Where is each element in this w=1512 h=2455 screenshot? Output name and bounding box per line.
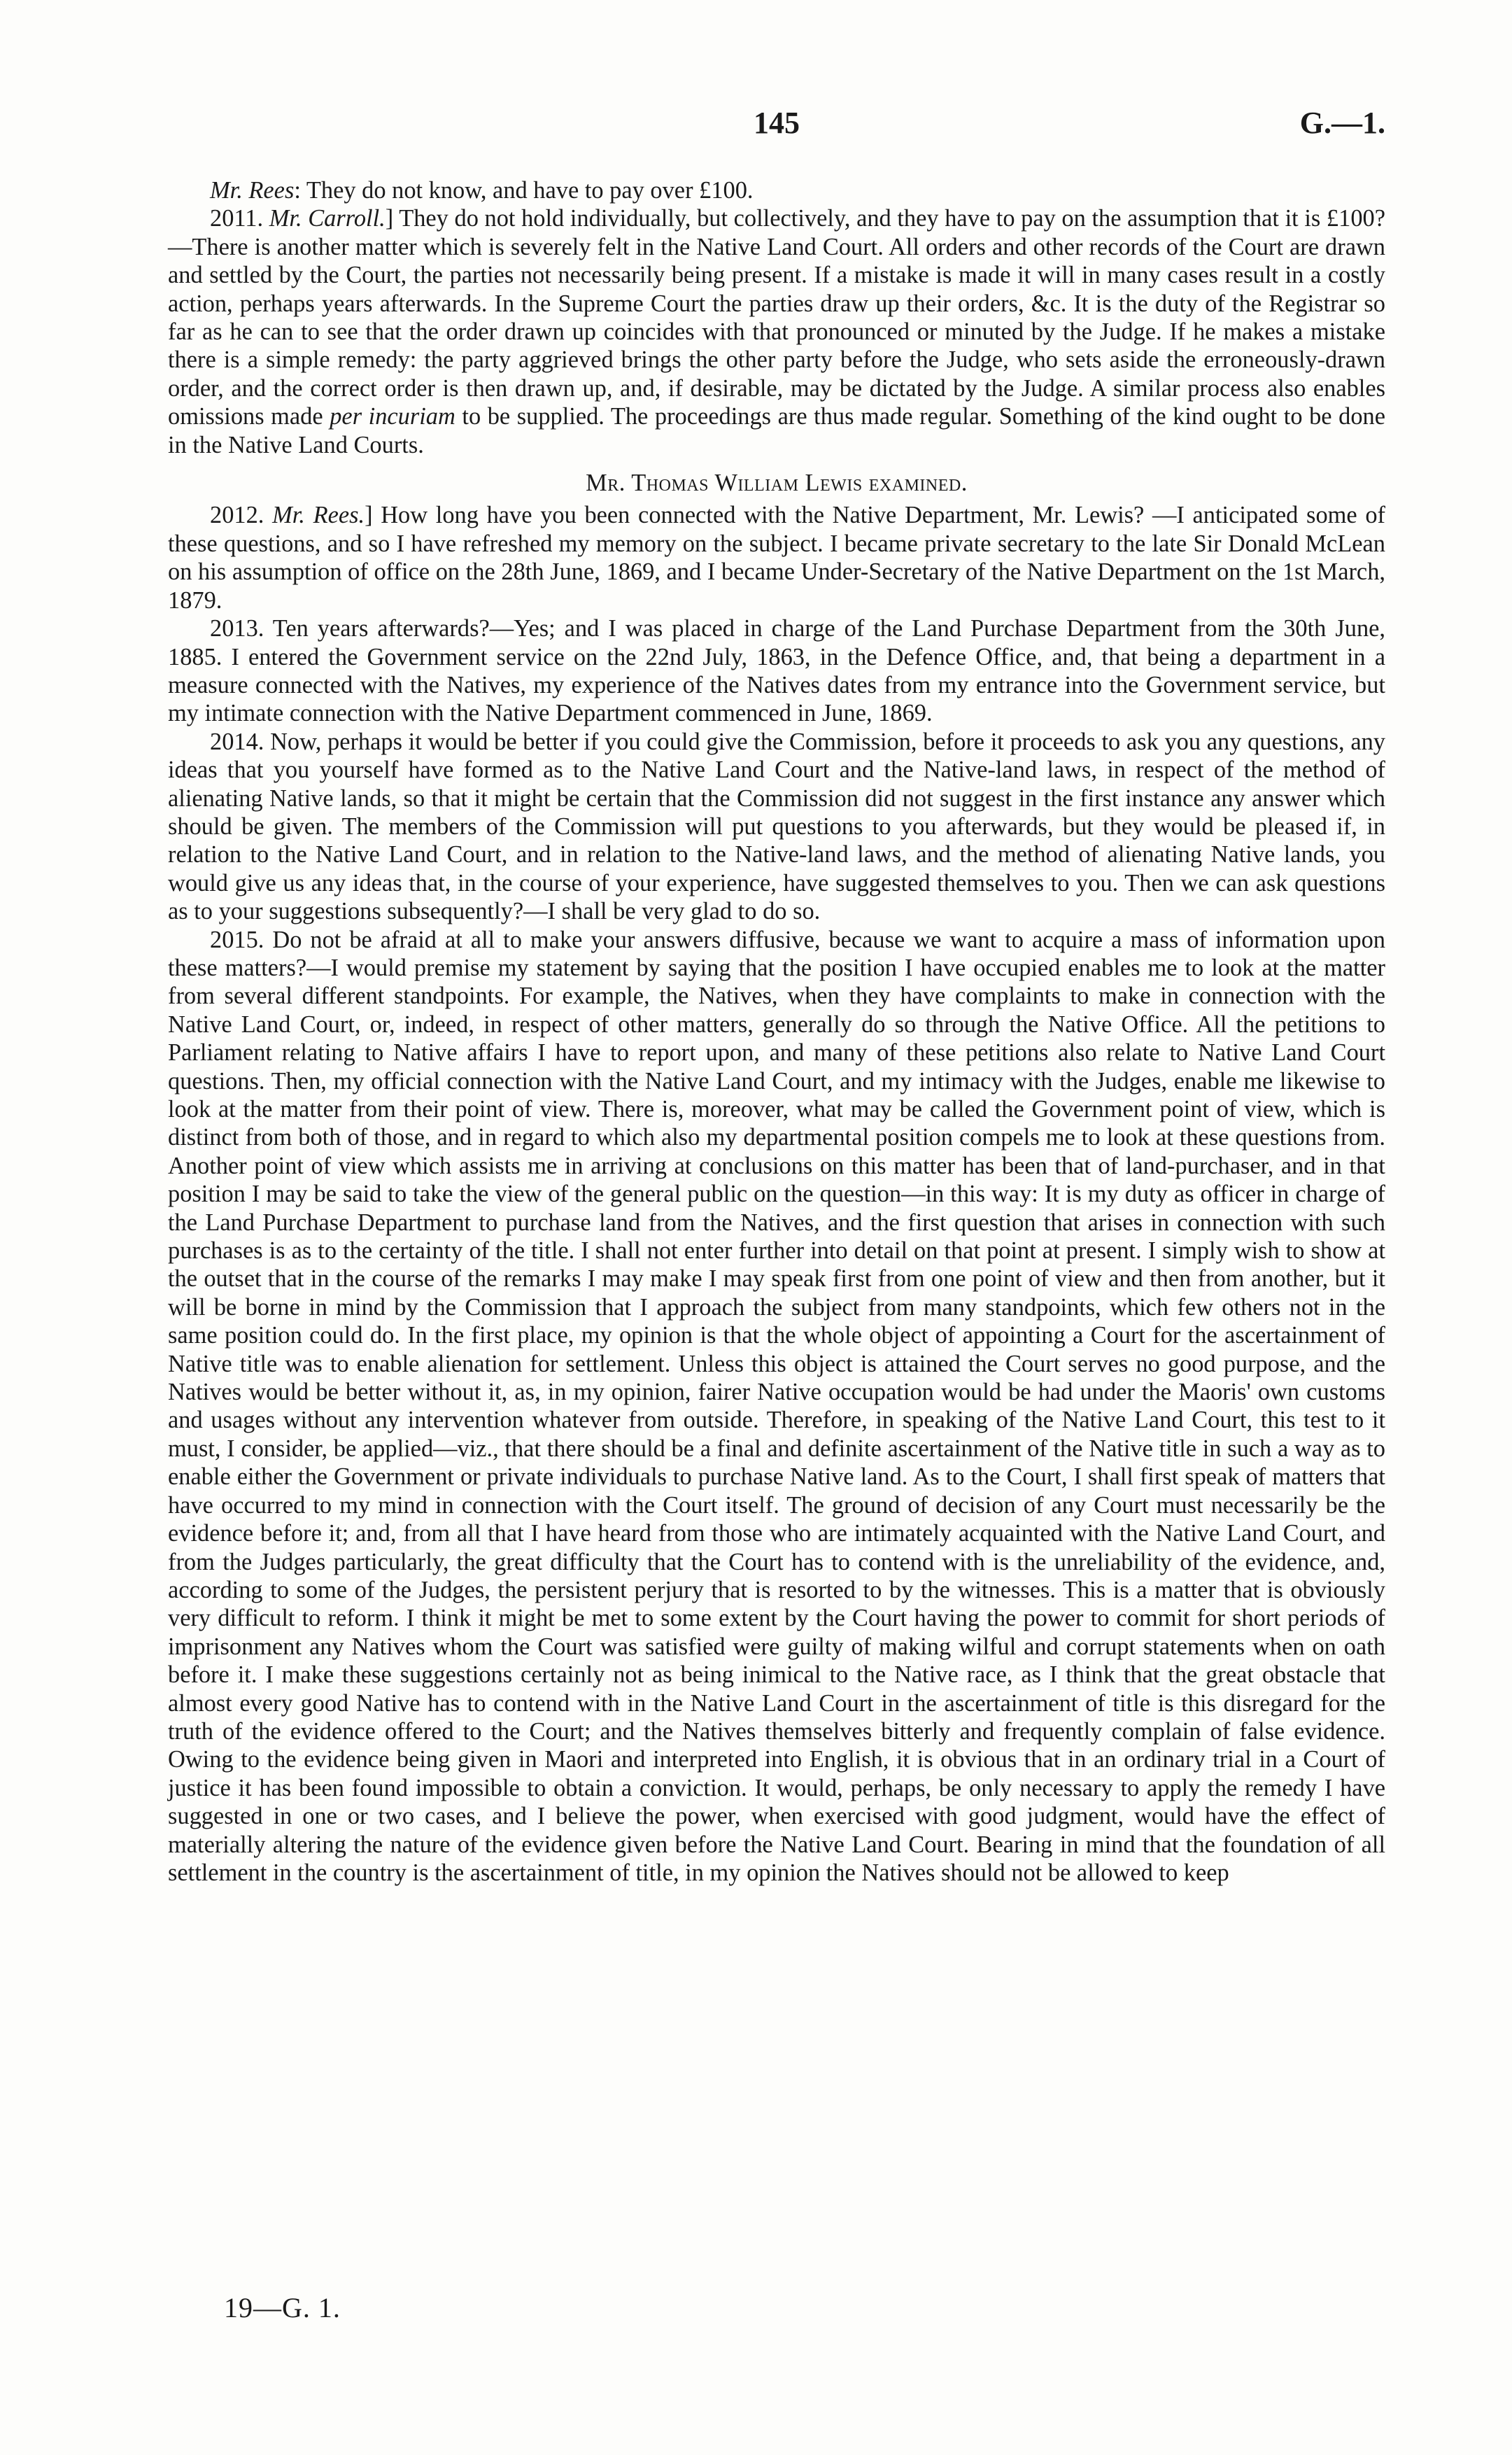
page-header: [168, 105, 1385, 154]
document-body: [168, 176, 1385, 1887]
latin-phrase: per incuriam: [330, 403, 455, 430]
signature-mark: 19—G. 1.: [224, 2292, 341, 2323]
question-2013: 2013. Ten years afterwards?—Yes; and I was placed in charge of the Land Purchase Department from the 30th June, 1885. I entered the Government service on the 22nd July, 1863, in the Defence Office, and, that being a department in a measure connected with the Natives, my experience of the Natives dates from my entrance into the Government service, but my intimate connection with the Native Department commenced in June, 1869.: [168, 615, 1385, 727]
question-2014: 2014. Now, perhaps it would be better if you could give the Commission, before it proceeds to ask you any questions, any ideas that you yourself have formed as to the Native Land Court and the Native-land laws, in respect of the method of alienating Native lands, so that it might be certain that the Commission did not suggest in the first instance any answer which should be given. The members of the Commission will put questions to you afterwards, but they would be pleased if, in relation to the Native Land Court, and in relation to the Native-land laws, and the method of alienating Native lands, you would give us any ideas that, in the course of your experience, have suggested themselves to you. Then we can ask questions as to your suggestions subsequently?—I shall be very glad to do so.: [168, 728, 1385, 925]
document-reference: G.—1.: [1299, 106, 1385, 140]
paragraph-rees-reply: [168, 176, 1385, 204]
question-2011: [168, 204, 1385, 459]
page-number: 145: [754, 106, 800, 140]
paragraph-text: to be supplied. The proceedings are thus made regular. Something of the kind ought to be done in the Native Land Courts.: [168, 403, 1385, 458]
question-number: 2012.: [210, 502, 264, 529]
paragraph-text: : They do not know, and have to pay over £100.: [294, 177, 754, 204]
question-2015: 2015. Do not be afraid at all to make your answers diffusive, because we want to acquire a mass of information upon these matters?—I would premise my statement by saying that the position I have occupied enables me to look at the matter from several different standpoints. For example, the Natives, when they have complaints to make in connection with the Native Land Court, or, indeed, in respect of other matters, generally do so through the Native Office. All the petitions to Parliament relating to Native affairs I have to report upon, and many of these petitions also relate to Native Land Court questions. Then, my official connection with the Native Land Court, and my intimacy with the Judges, enable me likewise to look at the matter from their point of view. There is, moreover, what may be called the Government point of view, which is distinct from both of those, and in regard to which also my departmental position compels me to look at these questions from. Another point of view which assists me in arriving at conclusions on this matter has been that of land-purchaser, and in that position I may be said to take the view of the general public on the question—in this way: It is my duty as officer in charge of the Land Purchase Department to purchase land from the Natives, and the first question that arises in connection with such purchases is as to the certainty of the title. I shall not enter further into detail on that point at present. I simply wish to show at the outset that in the course of the remarks I may make I may speak first from one point of view and then from another, but it will be borne in mind by the Commission that I approach the subject from many standpoints, which few others not in the same position could do. In the first place, my opinion is that the whole object of appointing a Court for the ascertainment of Native title was to enable alienation for settlement. Unless this object is attained the Court serves no good purpose, and the Natives would be better without it, as, in my opinion, fairer Native occupation would be had under the Maoris' own customs and usages without any intervention whatever from outside. Therefore, in speaking of the Native Land Court, this test to it must, I consider, be applied—viz., that there should be a final and definite ascertainment of the Native title in such a way as to enable either the Government or private individuals to purchase Native land. As to the Court, I shall first speak of matters that have occurred to my mind in connection with the Court itself. The ground of decision of any Court must necessarily be the evidence before it; and, from all that I have heard from those who are intimately acquainted with the Native Land Court, and from the Judges particularly, the great difficulty that the Court has to contend with is the unreliability of the evidence, and, according to some of the Judges, the persistent perjury that is resorted to by the witnesses. This is a matter that is obviously very difficult to reform. I think it might be met to some extent by the Court having the power to commit for short periods of imprisonment any Natives whom the Court was satisfied were guilty of making wilful and corrupt statements when on oath before it. I make these suggestions certainly not as being inimical to the Native race, as I think that the great obstacle that almost every good Native has to contend with in the Native Land Court in the ascertainment of title is this disregard for the truth of the evidence offered to the Court; and the Natives themselves bitterly and frequently complain of false evidence. Owing to the evidence being given in Maori and interpreted into English, it is obvious that in an ordinary trial in a Court of justice it has been found impossible to obtain a conviction. It would, perhaps, be only necessary to apply the remedy I have suggested in one or two cases, and I believe the power, when exercised with good judgment, would have the effect of materially altering the nature of the evidence given before the Native Land Court. Bearing in mind that the foundation of all settlement in the country is the ascertainment of title, in my opinion the Natives should not be allowed to keep: [168, 926, 1385, 1886]
question-2012: [168, 501, 1385, 614]
question-number: 2011.: [210, 205, 264, 232]
paragraph-text: ] How long have you been connected with the Native Department, Mr. Lewis? —I anticipated some of these questions, and so I have refreshed my memory on the subject. I became private secretary to the late Sir Donald McLean on his assumption of office on the 28th June, 1869, and I became Under-Secretary of the Native Department on the 1st March, 1879.: [168, 502, 1385, 614]
speaker-label: Mr. Rees: [210, 177, 295, 204]
speaker-label: Mr. Carroll.: [269, 205, 386, 232]
witness-heading: Mr. Thomas William Lewis examined.: [586, 470, 968, 497]
paragraph-text: ] They do not hold individually, but collectively, and they have to pay on the assumption that it is £100?—There is another matter which is severely felt in the Native Land Court. All orders and other records of the Court are drawn and settled by the Court, the parties not necessarily being present. If a mistake is made it will in many cases result in a costly action, perhaps years afterwards. In the Supreme Court the parties draw up their orders, &c. It is the duty of the Registrar so far as he can to see that the order drawn up coincides with that pronounced or minuted by the Judge. If he makes a mistake there is a simple remedy: the party aggrieved brings the other party before the Judge, who sets aside the erroneously-drawn order, and the correct order is then drawn up, and, if desirable, may be dictated by the Judge. A similar process also enables omissions made: [168, 205, 1385, 430]
speaker-label: Mr. Rees.: [272, 502, 365, 529]
